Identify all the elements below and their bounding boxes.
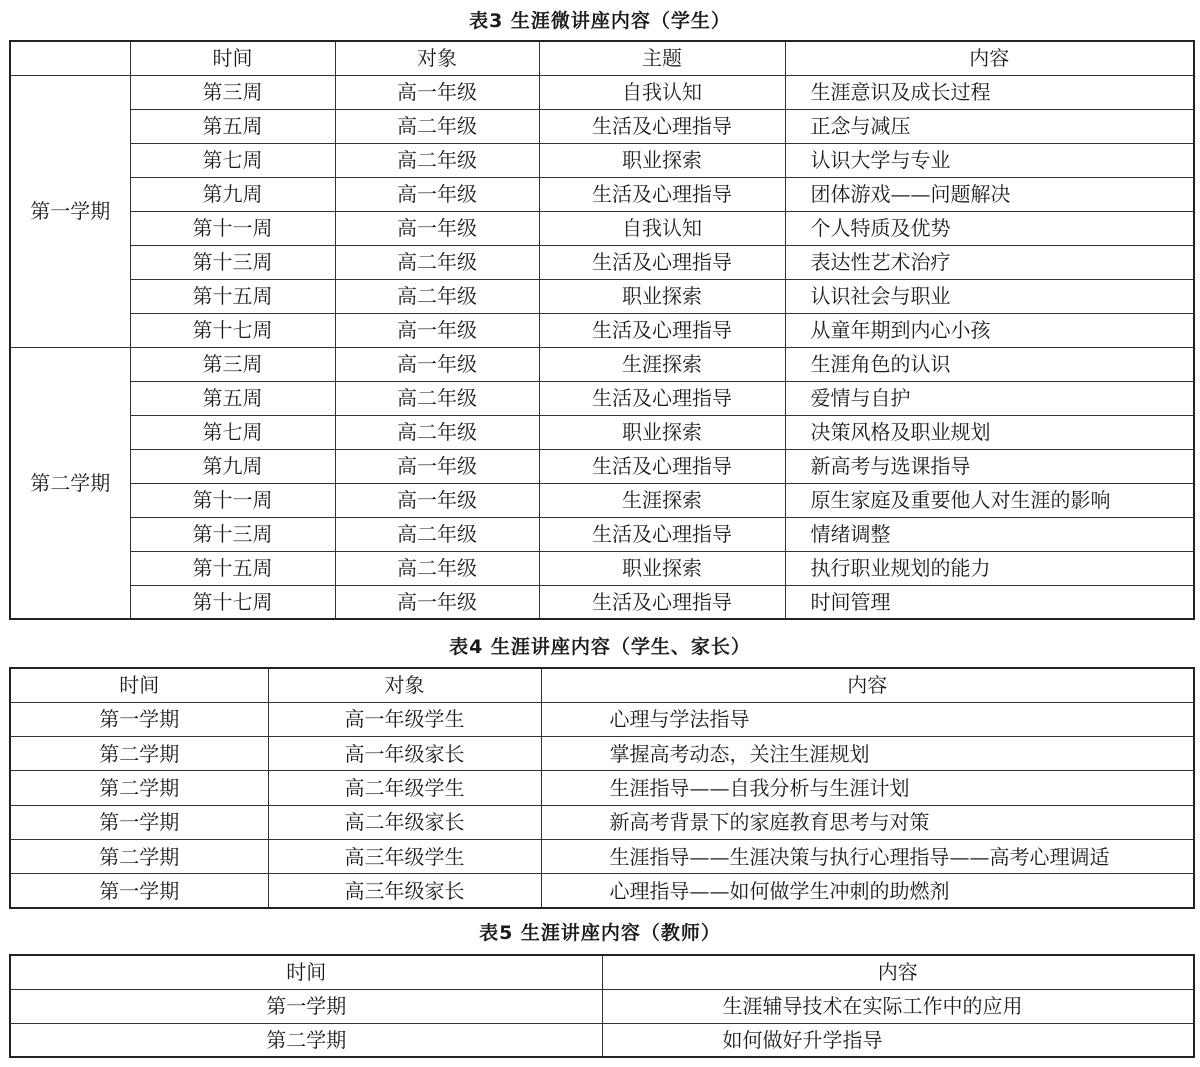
content-cell: 如何做好升学指导 — [602, 1023, 1194, 1057]
header-content: 内容 — [785, 41, 1194, 75]
semester-cell: 第一学期 — [10, 989, 602, 1023]
content-cell: 新高考背景下的家庭教育思考与对策 — [541, 805, 1194, 839]
content-cell: 生涯辅导技术在实际工作中的应用 — [602, 989, 1194, 1023]
audience-cell: 高一年级家长 — [268, 737, 541, 771]
table3-caption: 表3 生涯微讲座内容（学生） — [469, 10, 731, 32]
table3-header-blank — [10, 41, 130, 75]
grade-cell: 高一年级 — [335, 313, 539, 347]
week-cell: 第九周 — [130, 449, 335, 483]
table5-caption: 表5 生涯讲座内容（教师） — [479, 922, 721, 944]
table-row — [10, 449, 1194, 483]
grade-cell: 高一年级 — [335, 211, 539, 245]
grade-cell: 高一年级 — [335, 75, 539, 109]
table-row — [10, 737, 1194, 771]
grade-cell: 高二年级 — [335, 381, 539, 415]
grade-cell: 高二年级 — [335, 279, 539, 313]
content-cell: 掌握高考动态，关注生涯规划 — [541, 737, 1194, 771]
topic-cell: 生涯探索 — [539, 347, 785, 381]
content-cell: 表达性艺术治疗 — [785, 245, 1194, 279]
topic-cell: 职业探索 — [539, 279, 785, 313]
header-audience: 对象 — [268, 668, 541, 702]
topic-cell: 生活及心理指导 — [539, 313, 785, 347]
table4-caption: 表4 生涯讲座内容（学生、家长） — [449, 636, 751, 658]
week-cell: 第三周 — [130, 75, 335, 109]
week-cell: 第十一周 — [130, 483, 335, 517]
audience-cell: 高三年级学生 — [268, 839, 541, 873]
week-cell: 第五周 — [130, 109, 335, 143]
table-row — [10, 1023, 1194, 1057]
table-row — [10, 874, 1194, 908]
semester-cell: 第二学期 — [10, 1023, 602, 1057]
grade-cell: 高一年级 — [335, 483, 539, 517]
topic-cell: 生活及心理指导 — [539, 517, 785, 551]
audience-cell: 高二年级家长 — [268, 805, 541, 839]
content-cell: 认识大学与专业 — [785, 143, 1194, 177]
table-row — [10, 347, 1194, 381]
content-cell: 新高考与选课指导 — [785, 449, 1194, 483]
table-row — [10, 551, 1194, 585]
grade-cell: 高二年级 — [335, 517, 539, 551]
grade-cell: 高二年级 — [335, 245, 539, 279]
topic-cell: 生活及心理指导 — [539, 585, 785, 619]
audience-cell: 高一年级学生 — [268, 702, 541, 736]
topic-cell: 生活及心理指导 — [539, 245, 785, 279]
audience-cell: 高三年级家长 — [268, 874, 541, 908]
semester-cell: 第二学期 — [10, 347, 130, 619]
week-cell: 第十三周 — [130, 245, 335, 279]
week-cell: 第五周 — [130, 381, 335, 415]
content-cell: 时间管理 — [785, 585, 1194, 619]
table-row — [10, 75, 1194, 109]
semester-cell: 第一学期 — [10, 805, 268, 839]
semester-cell: 第一学期 — [10, 75, 130, 347]
content-cell: 生涯指导——生涯决策与执行心理指导——高考心理调适 — [541, 839, 1194, 873]
table5-header-row — [10, 955, 1194, 989]
content-cell: 决策风格及职业规划 — [785, 415, 1194, 449]
grade-cell: 高一年级 — [335, 347, 539, 381]
grade-cell: 高二年级 — [335, 143, 539, 177]
topic-cell: 生活及心理指导 — [539, 449, 785, 483]
semester-cell: 第二学期 — [10, 839, 268, 873]
table-row — [10, 415, 1194, 449]
table-row — [10, 517, 1194, 551]
week-cell: 第十三周 — [130, 517, 335, 551]
content-cell: 原生家庭及重要他人对生涯的影响 — [785, 483, 1194, 517]
topic-cell: 职业探索 — [539, 143, 785, 177]
table4-header-row — [10, 668, 1194, 702]
table-row — [10, 483, 1194, 517]
header-content: 内容 — [541, 668, 1194, 702]
week-cell: 第十五周 — [130, 551, 335, 585]
week-cell: 第十一周 — [130, 211, 335, 245]
grade-cell: 高二年级 — [335, 551, 539, 585]
header-time: 时间 — [130, 41, 335, 75]
content-cell: 爱情与自护 — [785, 381, 1194, 415]
table5-teacher-lectures — [9, 954, 1195, 1058]
semester-cell: 第一学期 — [10, 874, 268, 908]
table-row — [10, 313, 1194, 347]
table-row — [10, 839, 1194, 873]
table-row — [10, 245, 1194, 279]
content-cell: 情绪调整 — [785, 517, 1194, 551]
topic-cell: 生活及心理指导 — [539, 177, 785, 211]
table4-student-parent-lectures — [9, 667, 1195, 909]
week-cell: 第七周 — [130, 415, 335, 449]
header-time: 时间 — [10, 668, 268, 702]
semester-cell: 第二学期 — [10, 737, 268, 771]
table-row — [10, 109, 1194, 143]
table-row — [10, 381, 1194, 415]
content-cell: 心理与学法指导 — [541, 702, 1194, 736]
grade-cell: 高二年级 — [335, 415, 539, 449]
topic-cell: 生活及心理指导 — [539, 109, 785, 143]
grade-cell: 高一年级 — [335, 585, 539, 619]
content-cell: 生涯角色的认识 — [785, 347, 1194, 381]
semester-cell: 第一学期 — [10, 702, 268, 736]
content-cell: 执行职业规划的能力 — [785, 551, 1194, 585]
header-time: 时间 — [10, 955, 602, 989]
table-row — [10, 279, 1194, 313]
content-cell: 正念与减压 — [785, 109, 1194, 143]
table-row — [10, 989, 1194, 1023]
table-row — [10, 805, 1194, 839]
content-cell: 生涯指导——自我分析与生涯计划 — [541, 771, 1194, 805]
table3-header-row — [10, 41, 1194, 75]
header-content: 内容 — [602, 955, 1194, 989]
content-cell: 认识社会与职业 — [785, 279, 1194, 313]
week-cell: 第九周 — [130, 177, 335, 211]
table3-student-micro-lectures — [9, 40, 1195, 620]
table-row — [10, 585, 1194, 619]
topic-cell: 职业探索 — [539, 551, 785, 585]
week-cell: 第三周 — [130, 347, 335, 381]
content-cell: 团体游戏——问题解决 — [785, 177, 1194, 211]
grade-cell: 高一年级 — [335, 449, 539, 483]
week-cell: 第七周 — [130, 143, 335, 177]
content-cell: 从童年期到内心小孩 — [785, 313, 1194, 347]
week-cell: 第十七周 — [130, 585, 335, 619]
content-cell: 个人特质及优势 — [785, 211, 1194, 245]
content-cell: 生涯意识及成长过程 — [785, 75, 1194, 109]
table-row — [10, 702, 1194, 736]
grade-cell: 高二年级 — [335, 109, 539, 143]
table-row — [10, 177, 1194, 211]
semester-cell: 第二学期 — [10, 771, 268, 805]
table-row — [10, 211, 1194, 245]
topic-cell: 自我认知 — [539, 211, 785, 245]
topic-cell: 生涯探索 — [539, 483, 785, 517]
audience-cell: 高二年级学生 — [268, 771, 541, 805]
topic-cell: 生活及心理指导 — [539, 381, 785, 415]
topic-cell: 职业探索 — [539, 415, 785, 449]
header-topic: 主题 — [539, 41, 785, 75]
header-audience: 对象 — [335, 41, 539, 75]
table-row — [10, 143, 1194, 177]
week-cell: 第十五周 — [130, 279, 335, 313]
grade-cell: 高一年级 — [335, 177, 539, 211]
table-row — [10, 771, 1194, 805]
topic-cell: 自我认知 — [539, 75, 785, 109]
week-cell: 第十七周 — [130, 313, 335, 347]
content-cell: 心理指导——如何做学生冲刺的助燃剂 — [541, 874, 1194, 908]
